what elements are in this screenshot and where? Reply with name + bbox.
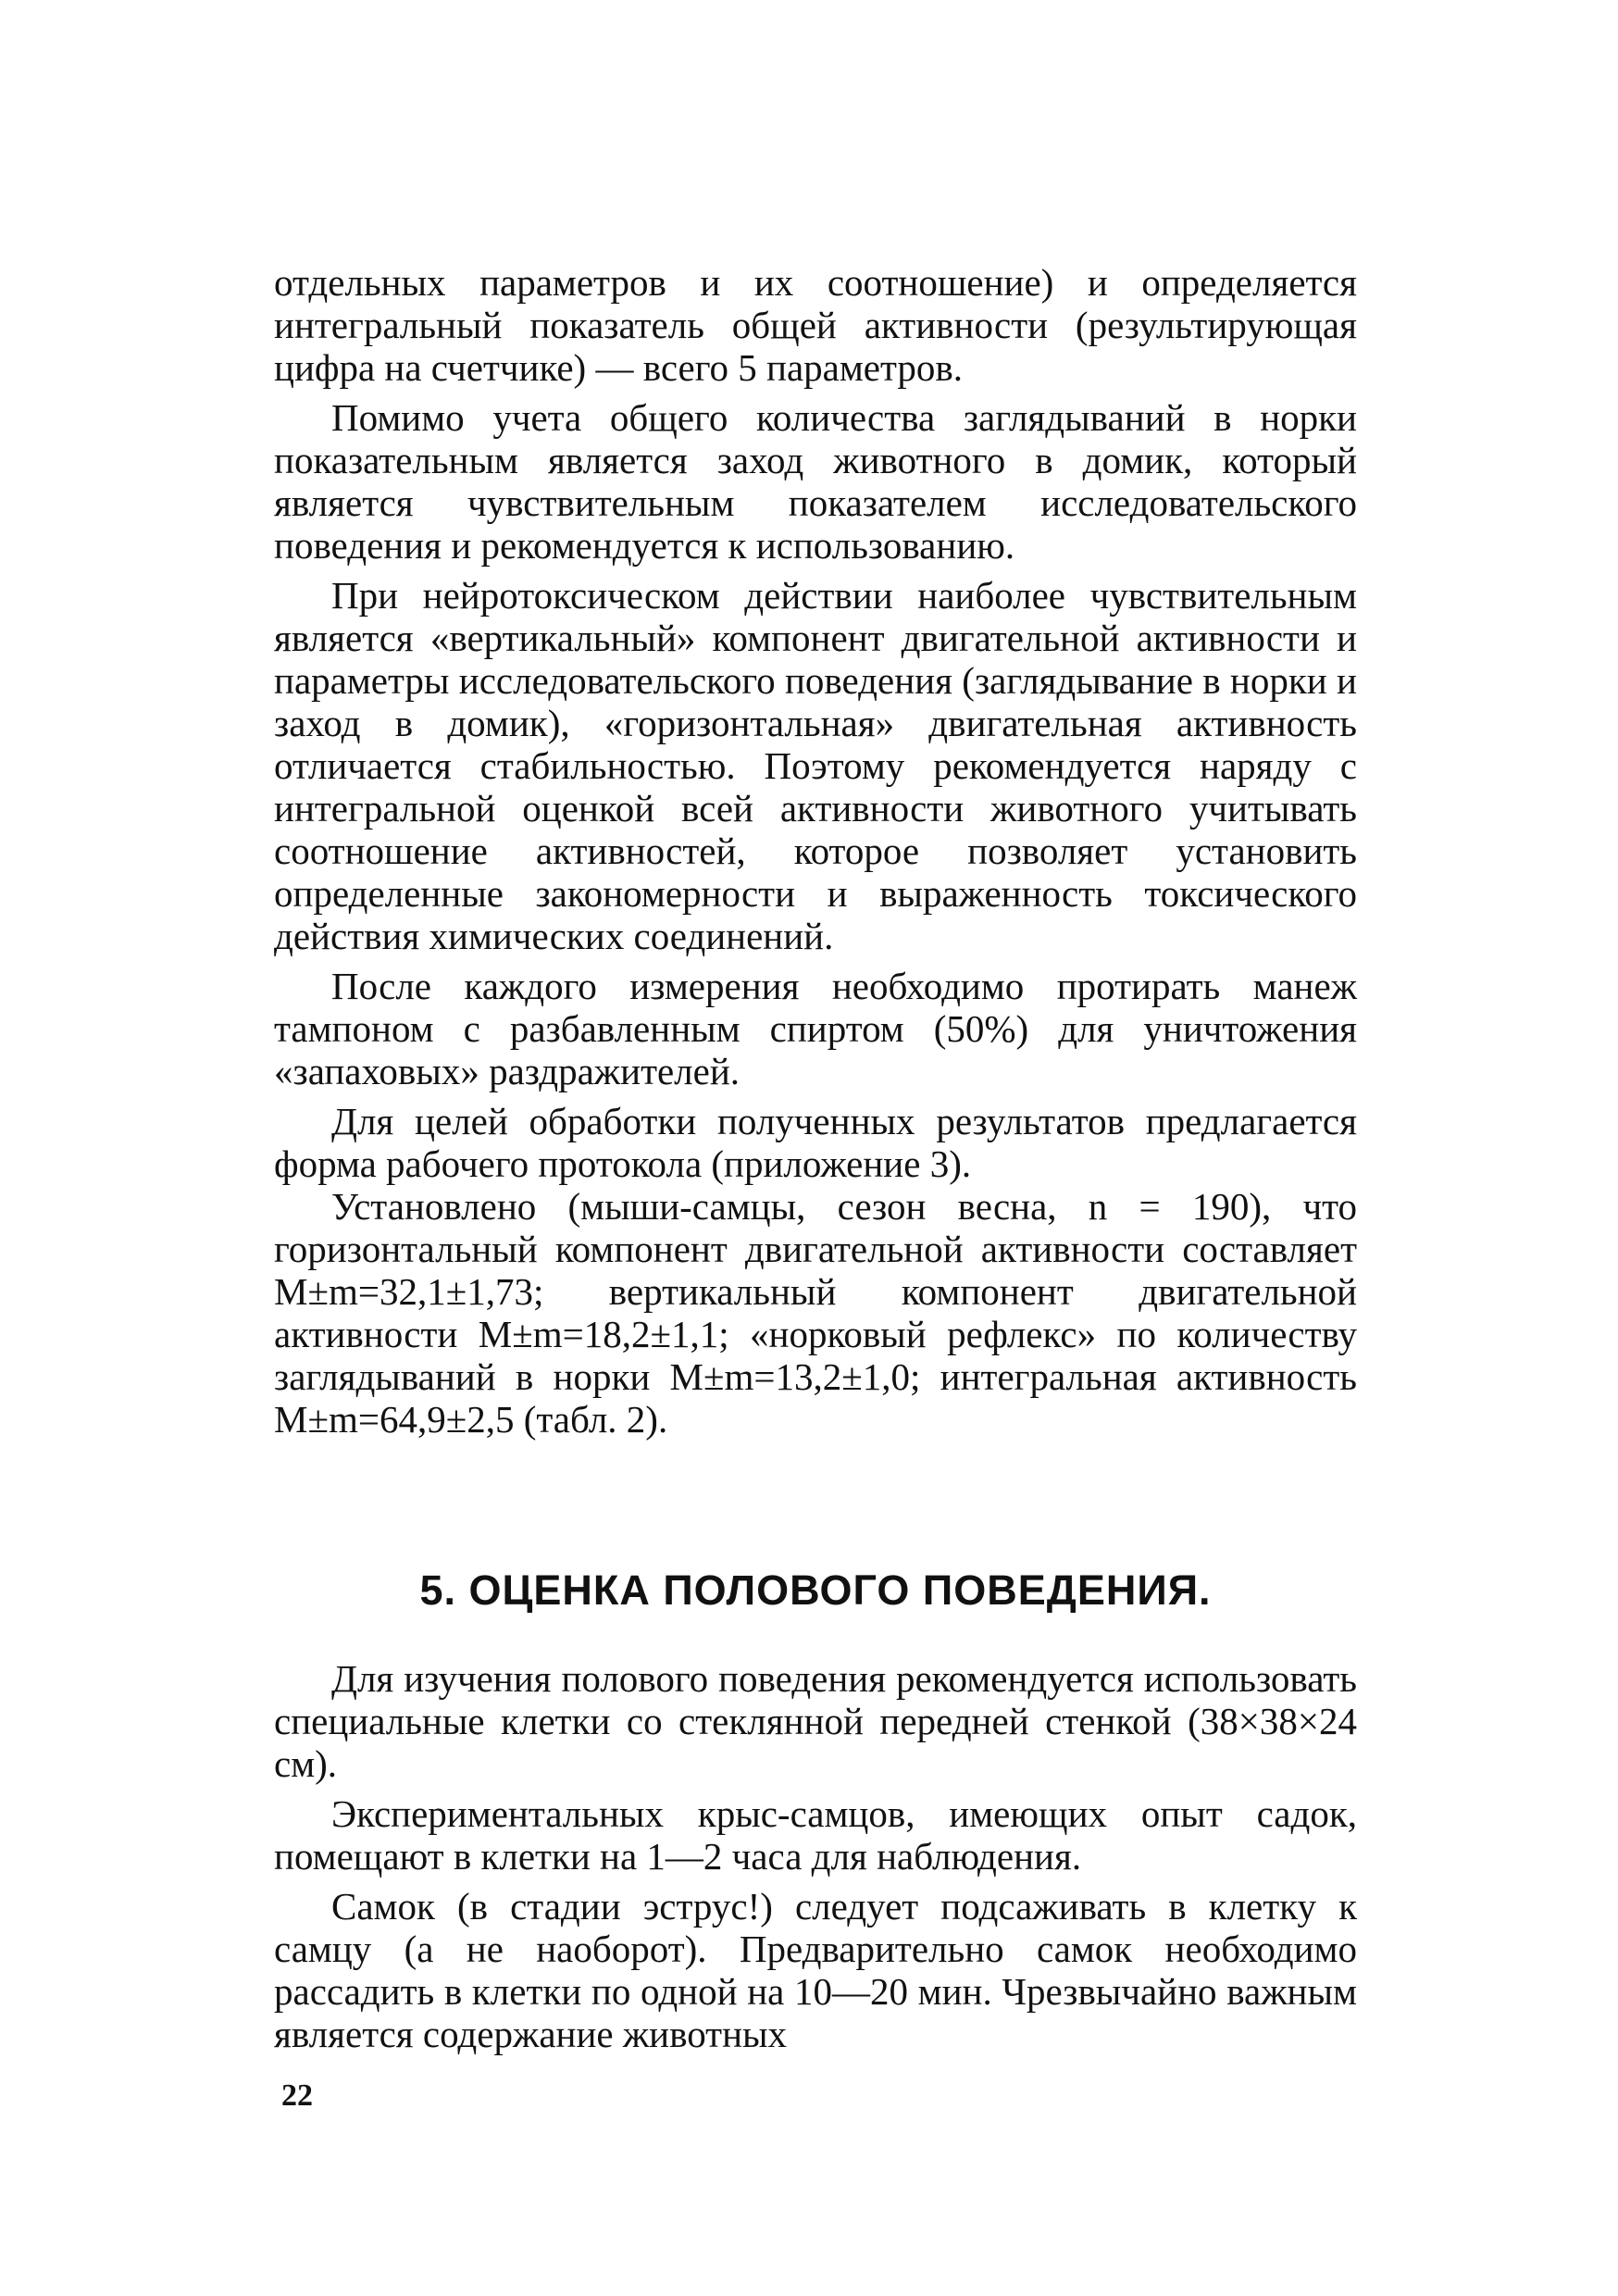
paragraph-protocol-form: Для целей обработки полученных результатов предлагается форма рабочего протокола (приложение 3). — [274, 1100, 1357, 1185]
paragraph-sexual-behavior-cages: Для изучения полового поведения рекомендуется использовать специальные клетки со стеклянной передней стенкой (38×38×24 см). — [274, 1657, 1357, 1785]
paragraph-cleaning-arena: После каждого измерения необходимо протирать манеж тампоном с разбавленным спиртом (50%) для уничтожения «запаховых» раздражителей. — [274, 965, 1357, 1092]
paragraph-females-estrus: Самок (в стадии эструс!) следует подсаживать в клетку к самцу (а не наоборот). Предварительно самок необходимо рассадить в клетки по одной на 10—20 мин. Чрезвычайно важным является содержание животных — [274, 1885, 1357, 2055]
body-text-top — [274, 261, 1357, 1441]
paragraph-burrow-peeking: Помимо учета общего количества заглядываний в норки показательным является заход животного в домик, который является чувствительным показателем исследовательского поведения и рекомендуется к использованию. — [274, 396, 1357, 567]
paragraph-male-rats: Экспериментальных крыс-самцов, имеющих опыт садок, помещают в клетки на 1—2 часа для наблюдения. — [274, 1792, 1357, 1878]
paragraph-neurotoxic-action: При нейротоксическом действии наиболее чувствительным является «вертикальный» компонент двигательной активности и параметры исследовательского поведения (заглядывание в норки и заход в домик), «горизонтальная» двигательная активность отличается стабильностью. Поэтому рекомендуется наряду с интегральной оценкой всей активности животного учитывать соотношение активностей, которое позволяет установить определенные закономерности и выраженность токсического действия химических соединений. — [274, 574, 1357, 957]
body-text-bottom — [274, 1657, 1357, 2055]
paragraph-continuation: отдельных параметров и их соотношение) и определяется интегральный показатель общей активности (результирующая цифра на счетчике) — всего 5 параметров. — [274, 261, 1357, 389]
paragraph-established-values: Установлено (мыши-самцы, сезон весна, n = 190), что горизонтальный компонент двигательной активности составляет M±m=32,1±1,73; вертикальный компонент двигательной активности M±m=18,2±1,1; «норковый рефлекс» по количеству заглядываний в норки M±m=13,2±1,0; интегральная активность M±m=64,9±2,5 (табл. 2). — [274, 1185, 1357, 1441]
section-heading: 5. ОЦЕНКА ПОЛОВОГО ПОВЕДЕНИЯ. — [419, 1566, 1212, 1614]
page-number: 22 — [281, 2078, 313, 2113]
